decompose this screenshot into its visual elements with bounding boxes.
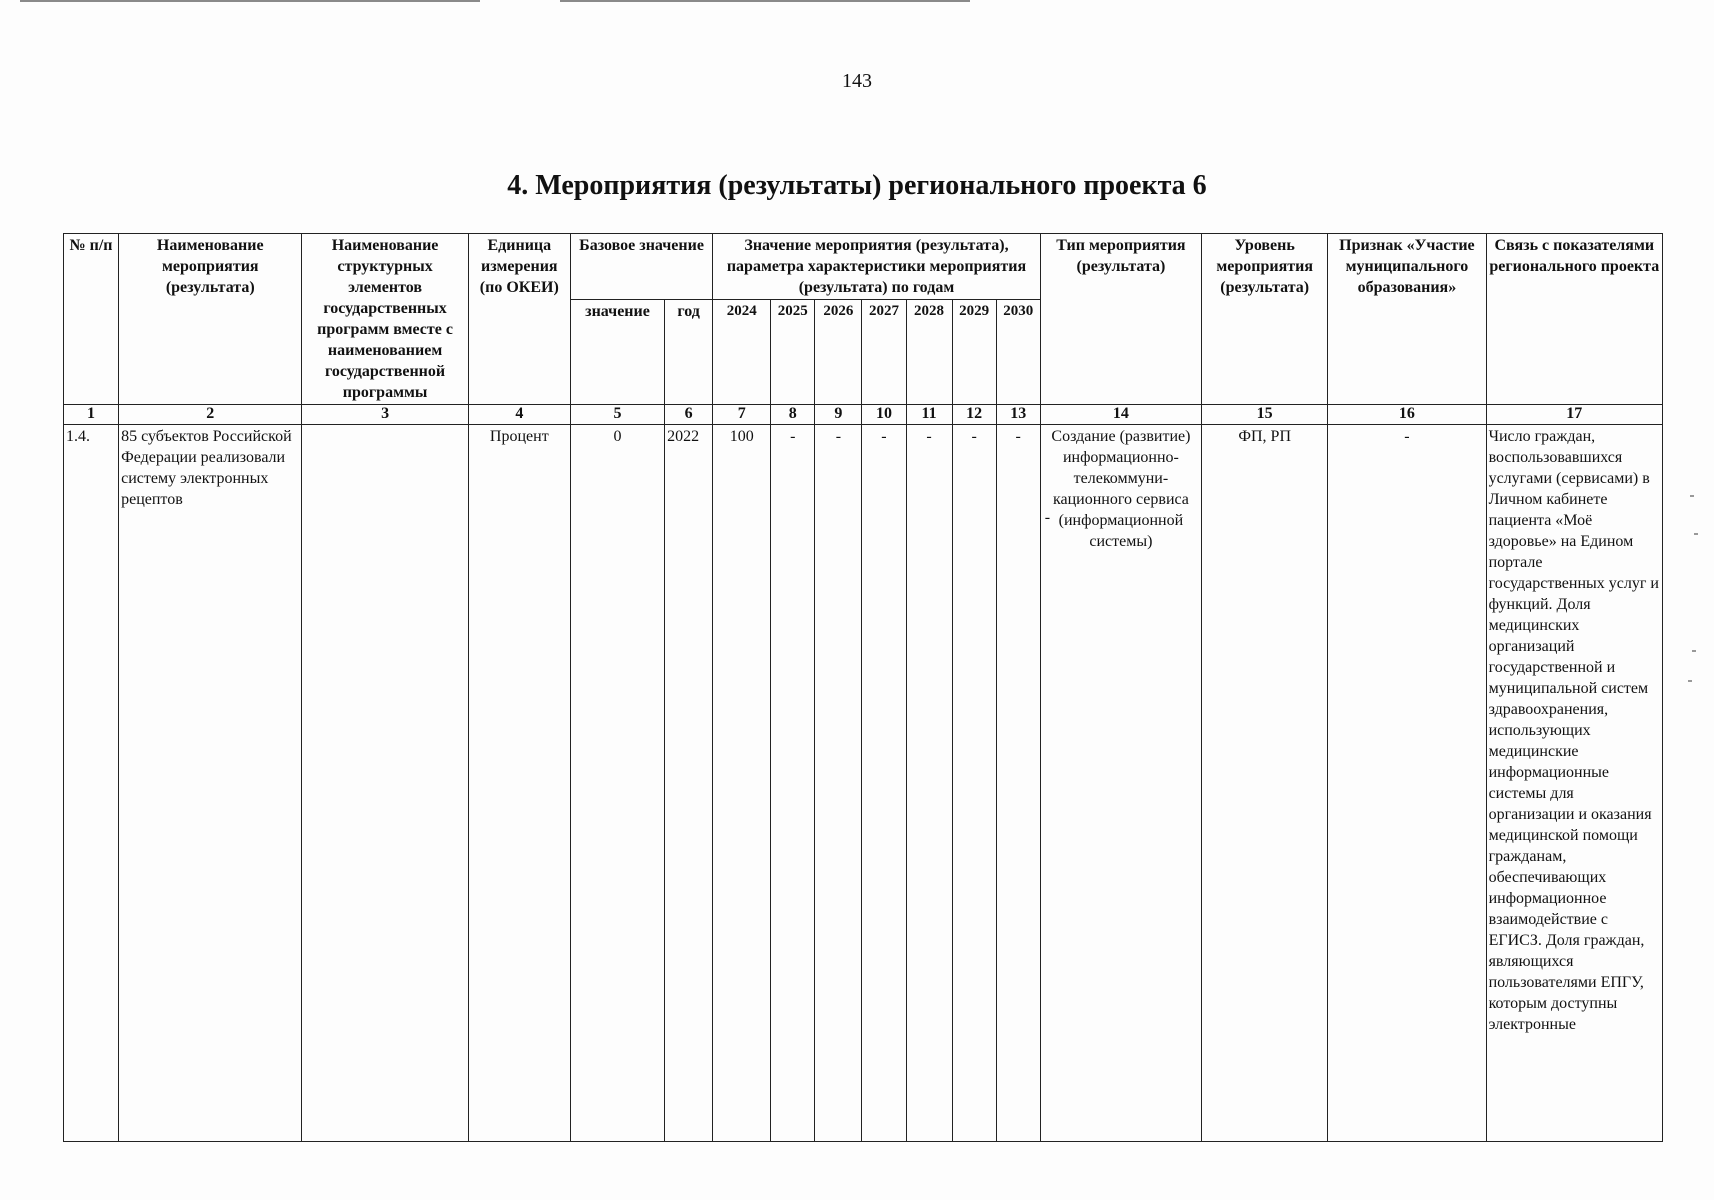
- cell-year-value: -: [815, 425, 862, 1142]
- header-base-value-value: значение: [570, 300, 664, 405]
- cell-year-value: -: [996, 425, 1040, 1142]
- column-number: 3: [302, 405, 468, 425]
- scan-speck: [1694, 533, 1698, 535]
- header-link-indicators: Связь с показателями регионального проекта: [1486, 234, 1662, 405]
- cell-year-value: -: [771, 425, 815, 1142]
- cell-year-value: -: [862, 425, 906, 1142]
- header-year: 2024: [713, 300, 771, 405]
- column-number: 2: [119, 405, 302, 425]
- cell-link-indicators: Число граждан, воспользовавшихся услугами (сервисами) в Личном кабинете пациента «Моё здоровье» на Едином портале государственных услуг и функций. Доля медицинских организаций государственной и муниципальной систем здравоохранения, использующих медицинские информационные системы для организации и оказания медицинской помощи гражданам, обеспечивающих информационное взаимодействие с ЕГИСЗ. Доля граждан, являющихся пользователями ЕПГУ, которым доступны электронные: [1486, 425, 1662, 1142]
- cell-type-text: Создание (развитие) информационно-телекоммуни-кационного сервиса (информационной системы): [1051, 428, 1191, 550]
- column-number: 14: [1040, 405, 1201, 425]
- scan-edge-line: [560, 0, 970, 2]
- cell-unit: Процент: [468, 425, 570, 1142]
- column-number: 17: [1486, 405, 1662, 425]
- cell-municipal-participation: -: [1328, 425, 1486, 1142]
- column-number: 7: [713, 405, 771, 425]
- scan-speck: [1688, 680, 1692, 682]
- header-year: 2026: [815, 300, 862, 405]
- column-number: 13: [996, 405, 1040, 425]
- column-number: 8: [771, 405, 815, 425]
- page-number: 143: [842, 70, 872, 92]
- column-number: 12: [952, 405, 996, 425]
- scan-speck: [1690, 495, 1694, 497]
- cell-type-mark: -: [1044, 509, 1051, 526]
- cell-structural-elements: [302, 425, 468, 1142]
- column-number: 10: [862, 405, 906, 425]
- column-number: 5: [570, 405, 664, 425]
- page-title: 4. Мероприятия (результаты) регионального проекта 6: [507, 170, 1207, 201]
- cell-level: ФП, РП: [1202, 425, 1328, 1142]
- header-base-value-year: год: [665, 300, 713, 405]
- column-number: 16: [1328, 405, 1486, 425]
- header-year: 2027: [862, 300, 906, 405]
- header-num: № п/п: [64, 234, 119, 405]
- header-structural-elements: Наименование структурных элементов государственных программ вместе с наименованием государственной программы: [302, 234, 468, 405]
- header-municipal-participation: Признак «Участие муниципального образования»: [1328, 234, 1486, 405]
- header-type: Тип мероприятия (результата): [1040, 234, 1201, 405]
- cell-num: 1.4.: [64, 425, 119, 1142]
- cell-year-value: 100: [713, 425, 771, 1142]
- cell-name: 85 субъектов Российской Федерации реализовали систему электронных рецептов: [119, 425, 302, 1142]
- cell-base-year: 2022: [665, 425, 713, 1142]
- header-level: Уровень мероприятия (результата): [1202, 234, 1328, 405]
- header-unit: Единица измерения (по ОКЕИ): [468, 234, 570, 405]
- table-row: [64, 425, 1663, 1142]
- cell-type: [1040, 425, 1201, 1142]
- column-number: 4: [468, 405, 570, 425]
- cell-year-value: -: [906, 425, 952, 1142]
- header-year: 2030: [996, 300, 1040, 405]
- scan-speck: [1692, 650, 1696, 652]
- header-year: 2028: [906, 300, 952, 405]
- header-year: 2025: [771, 300, 815, 405]
- column-number: 11: [906, 405, 952, 425]
- column-number: 1: [64, 405, 119, 425]
- scan-edge-line: [20, 0, 480, 2]
- column-number: 15: [1202, 405, 1328, 425]
- column-number: 9: [815, 405, 862, 425]
- header-year: 2029: [952, 300, 996, 405]
- header-base-value: Базовое значение: [570, 234, 712, 300]
- measures-table: [63, 233, 1663, 1142]
- cell-base-value: 0: [570, 425, 664, 1142]
- cell-year-value: -: [952, 425, 996, 1142]
- header-name: Наименование мероприятия (результата): [119, 234, 302, 405]
- column-number: 6: [665, 405, 713, 425]
- header-values-by-year: Значение мероприятия (результата), параметра характеристики мероприятия (результата) по годам: [713, 234, 1041, 300]
